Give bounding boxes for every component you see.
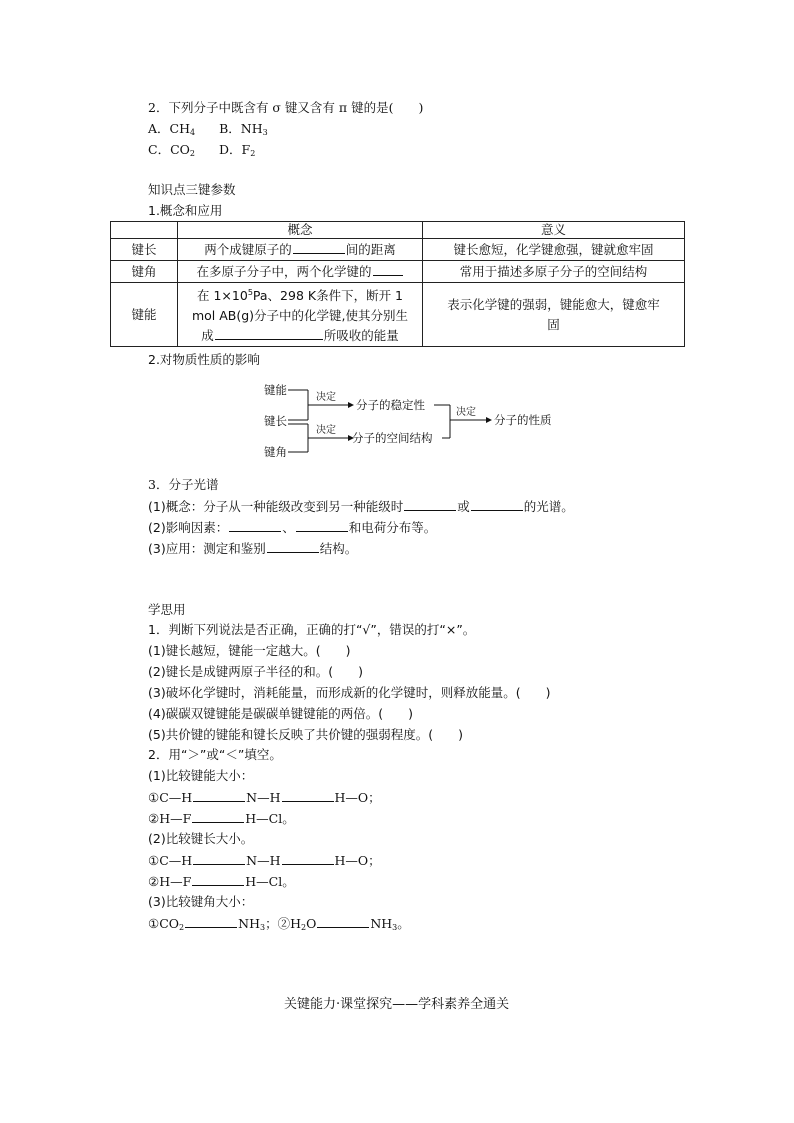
- fill-blank[interactable]: [193, 789, 245, 802]
- table-header-cell: 意义: [423, 222, 685, 239]
- fill-blank[interactable]: [267, 540, 319, 553]
- compare-length-1: ①C—H N—H H—O；: [148, 853, 381, 868]
- table-header-row: [111, 222, 685, 239]
- fill-blank[interactable]: [471, 498, 523, 511]
- compare-length-title: (2)比较键长大小。: [148, 831, 254, 846]
- row-concept: 两个成键原子的 间的距离: [178, 239, 423, 261]
- spectrum-application: (3)应用：测定和鉴别 结构。: [148, 541, 358, 556]
- diagram-bond-energy: 键能: [264, 383, 287, 397]
- subsection-2-title: 2.对物质性质的影响: [148, 352, 260, 367]
- question-2-stem: 2．下列分子中既含有 σ 键又含有 π 键的是( ): [148, 100, 424, 115]
- fill-blank[interactable]: [317, 915, 369, 928]
- fill-blank[interactable]: [293, 241, 345, 254]
- row-concept: 在多原子分子中，两个化学键的: [178, 261, 423, 283]
- list-item: (2)键长是成键两原子半径的和。( ): [148, 664, 363, 679]
- page-footer: 关键能力·课堂探究——学科素养全通关: [284, 997, 510, 1012]
- diagram-decide-label: 决定: [456, 407, 476, 418]
- spectrum-concept: (1)概念：分子从一种能级改变到另一种能级时 或 的光谱。: [148, 499, 574, 514]
- fill-blank[interactable]: [229, 519, 281, 532]
- diagram-stability: 分子的稳定性: [356, 398, 425, 412]
- fill-blank[interactable]: [192, 810, 244, 823]
- row-name: 键角: [111, 261, 178, 283]
- question-2-options-ab: A．$CH_4$ B．$NH_3$: [148, 121, 268, 137]
- diagram-bond-length: 键长: [264, 414, 287, 428]
- spectrum-title: 3．分子光谱: [148, 477, 219, 492]
- compare-length-2: ②H—F H—Cl。: [148, 874, 295, 889]
- question-2-options-cd: C．$CO_2$ D．$F_2$: [148, 142, 256, 158]
- practice-title: 学思用: [148, 602, 186, 617]
- diagram-bond-angle: 键角: [264, 445, 287, 459]
- fill-blank[interactable]: [193, 852, 245, 865]
- fill-blank[interactable]: [404, 498, 456, 511]
- diagram-decide-label: 决定: [316, 425, 336, 436]
- row-concept: 在 $1\times 10^5Pa$、298 K条件下，断开 1 mol AB(g)分子中的化学键,使其分别生 成 所吸收的能量: [178, 283, 423, 347]
- compare-energy-2: ②H—F H—Cl。: [148, 811, 295, 826]
- row-name: 键能: [111, 283, 178, 347]
- list-item: (1)键长越短，键能一定越大。( ): [148, 643, 351, 658]
- row-meaning: 常用于描述多原子分子的空间结构: [423, 261, 685, 283]
- row-meaning: 表示化学键的强弱，键能愈大，键愈牢 固: [423, 283, 685, 347]
- fill-blank[interactable]: [185, 915, 237, 928]
- practice-q2: 2．用“＞”或“＜”填空。: [148, 747, 282, 762]
- list-item: (4)碳碳双键键能是碳碳单键键能的两倍。( ): [148, 706, 413, 721]
- table-row: [111, 239, 685, 261]
- compare-angle-1: $①CO_2$ $NH_3$；$②H_2O$ $NH_3$。: [148, 916, 410, 932]
- compare-energy-1: ①C—H N—H H—O；: [148, 790, 381, 805]
- table-header-cell: 概念: [178, 222, 423, 239]
- row-meaning: 键长愈短，化学键愈强，键就愈牢固: [423, 239, 685, 261]
- fill-blank[interactable]: [215, 327, 323, 340]
- table-row: [111, 261, 685, 283]
- fill-blank[interactable]: [282, 852, 334, 865]
- list-item: (5)共价键的键能和键长反映了共价键的强弱程度。( ): [148, 727, 463, 742]
- section-title: 知识点三键参数: [148, 182, 236, 197]
- spectrum-factors: (2)影响因素： 、 和电荷分布等。: [148, 520, 437, 535]
- bond-parameter-table: [110, 221, 685, 347]
- list-item: (3)破坏化学键时，消耗能量，而形成新的化学键时，则释放能量。( ): [148, 685, 551, 700]
- subsection-1-title: 1.概念和应用: [148, 203, 223, 218]
- diagram-decide-label: 决定: [316, 392, 336, 403]
- compare-angle-title: (3)比较键角大小：: [148, 894, 254, 909]
- fill-blank[interactable]: [296, 519, 348, 532]
- table-header-cell: [111, 222, 178, 239]
- fill-blank[interactable]: [192, 873, 244, 886]
- row-name: 键长: [111, 239, 178, 261]
- fill-blank[interactable]: [282, 789, 334, 802]
- fill-blank[interactable]: [373, 263, 403, 276]
- practice-q1: 1．判断下列说法是否正确，正确的打“√”，错误的打“×”。: [148, 622, 476, 637]
- table-row: [111, 283, 685, 347]
- diagram-molecular-properties: 分子的性质: [494, 413, 552, 427]
- compare-energy-title: (1)比较键能大小：: [148, 768, 254, 783]
- diagram-spatial-structure: 分子的空间结构: [352, 431, 433, 445]
